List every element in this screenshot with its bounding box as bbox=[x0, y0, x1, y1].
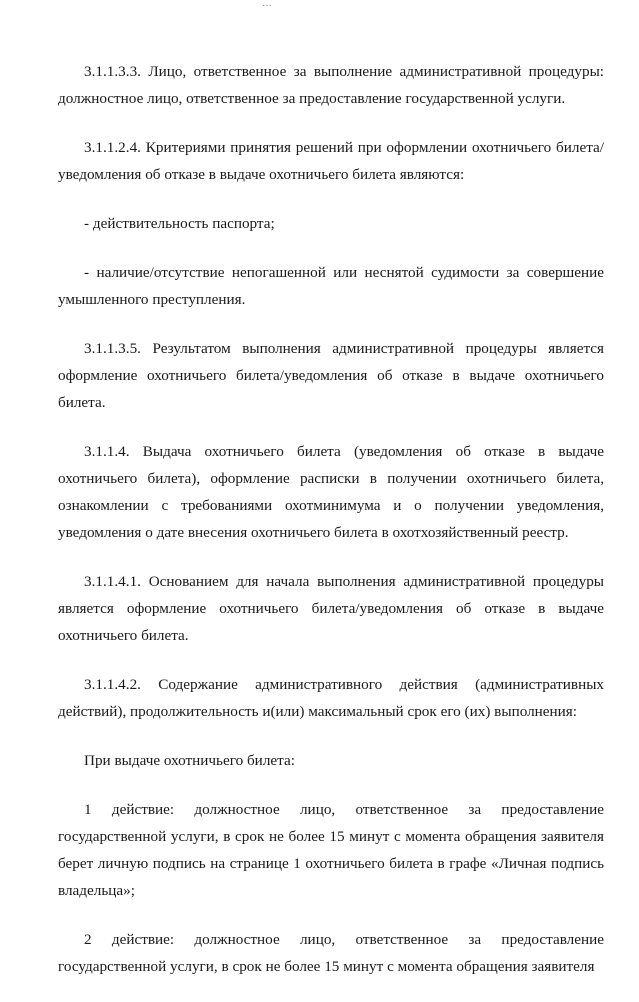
paragraph-issuance-heading: При выдаче охотничьего билета: bbox=[84, 752, 295, 769]
paragraph-3-1-1-3-5: 3.1.1.3.5. Результатом выполнения административной процедуры является оформление охотничьего билета/уведомления об отказе в выдаче охотничьего билета. bbox=[58, 340, 604, 411]
page-header-mark: … bbox=[262, 0, 274, 9]
list-item-criminal-record: - наличие/отсутствие непогашенной или неснятой судимости за совершение умышленного преступления. bbox=[58, 264, 604, 308]
paragraph-action-2: 2 действие: должностное лицо, ответственное за предоставление государственной услуги, в срок не более 15 минут с момента обращения заявителя bbox=[58, 931, 604, 975]
paragraph-3-1-1-4-1: 3.1.1.4.1. Основанием для начала выполнения административной процедуры является оформление охотничьего билета/уведомления об отказе в выдаче охотничьего билета. bbox=[58, 573, 604, 644]
paragraph-3-1-1-4: 3.1.1.4. Выдача охотничьего билета (уведомления об отказе в выдаче охотничьего билета), оформление расписки в получении охотничьего билета, ознакомлении с требованиями охотминимума и о получении уведомления, уведомления о дате внесения охотничьего билета в охотхозяйственный реестр. bbox=[58, 443, 604, 541]
document-body bbox=[58, 58, 604, 1002]
paragraph-3-1-1-4-2: 3.1.1.4.2. Содержание административного действия (административных действий), продолжительность и(или) максимальный срок его (их) выполнения: bbox=[58, 676, 604, 720]
paragraph-action-1: 1 действие: должностное лицо, ответственное за предоставление государственной услуги, в срок не более 15 минут с момента обращения заявителя берет личную подпись на странице 1 охотничьего билета в графе «Личная подпись владельца»; bbox=[58, 801, 604, 899]
list-item-passport-validity: - действительность паспорта; bbox=[84, 215, 275, 232]
paragraph-3-1-1-3-3: 3.1.1.3.3. Лицо, ответственное за выполнение административной процедуры: должностное лицо, ответственное за предоставление государственной услуги. bbox=[58, 63, 604, 107]
paragraph-3-1-1-2-4: 3.1.1.2.4. Критериями принятия решений при оформлении охотничьего билета/уведомления об отказе в выдаче охотничьего билета являются: bbox=[58, 139, 604, 183]
